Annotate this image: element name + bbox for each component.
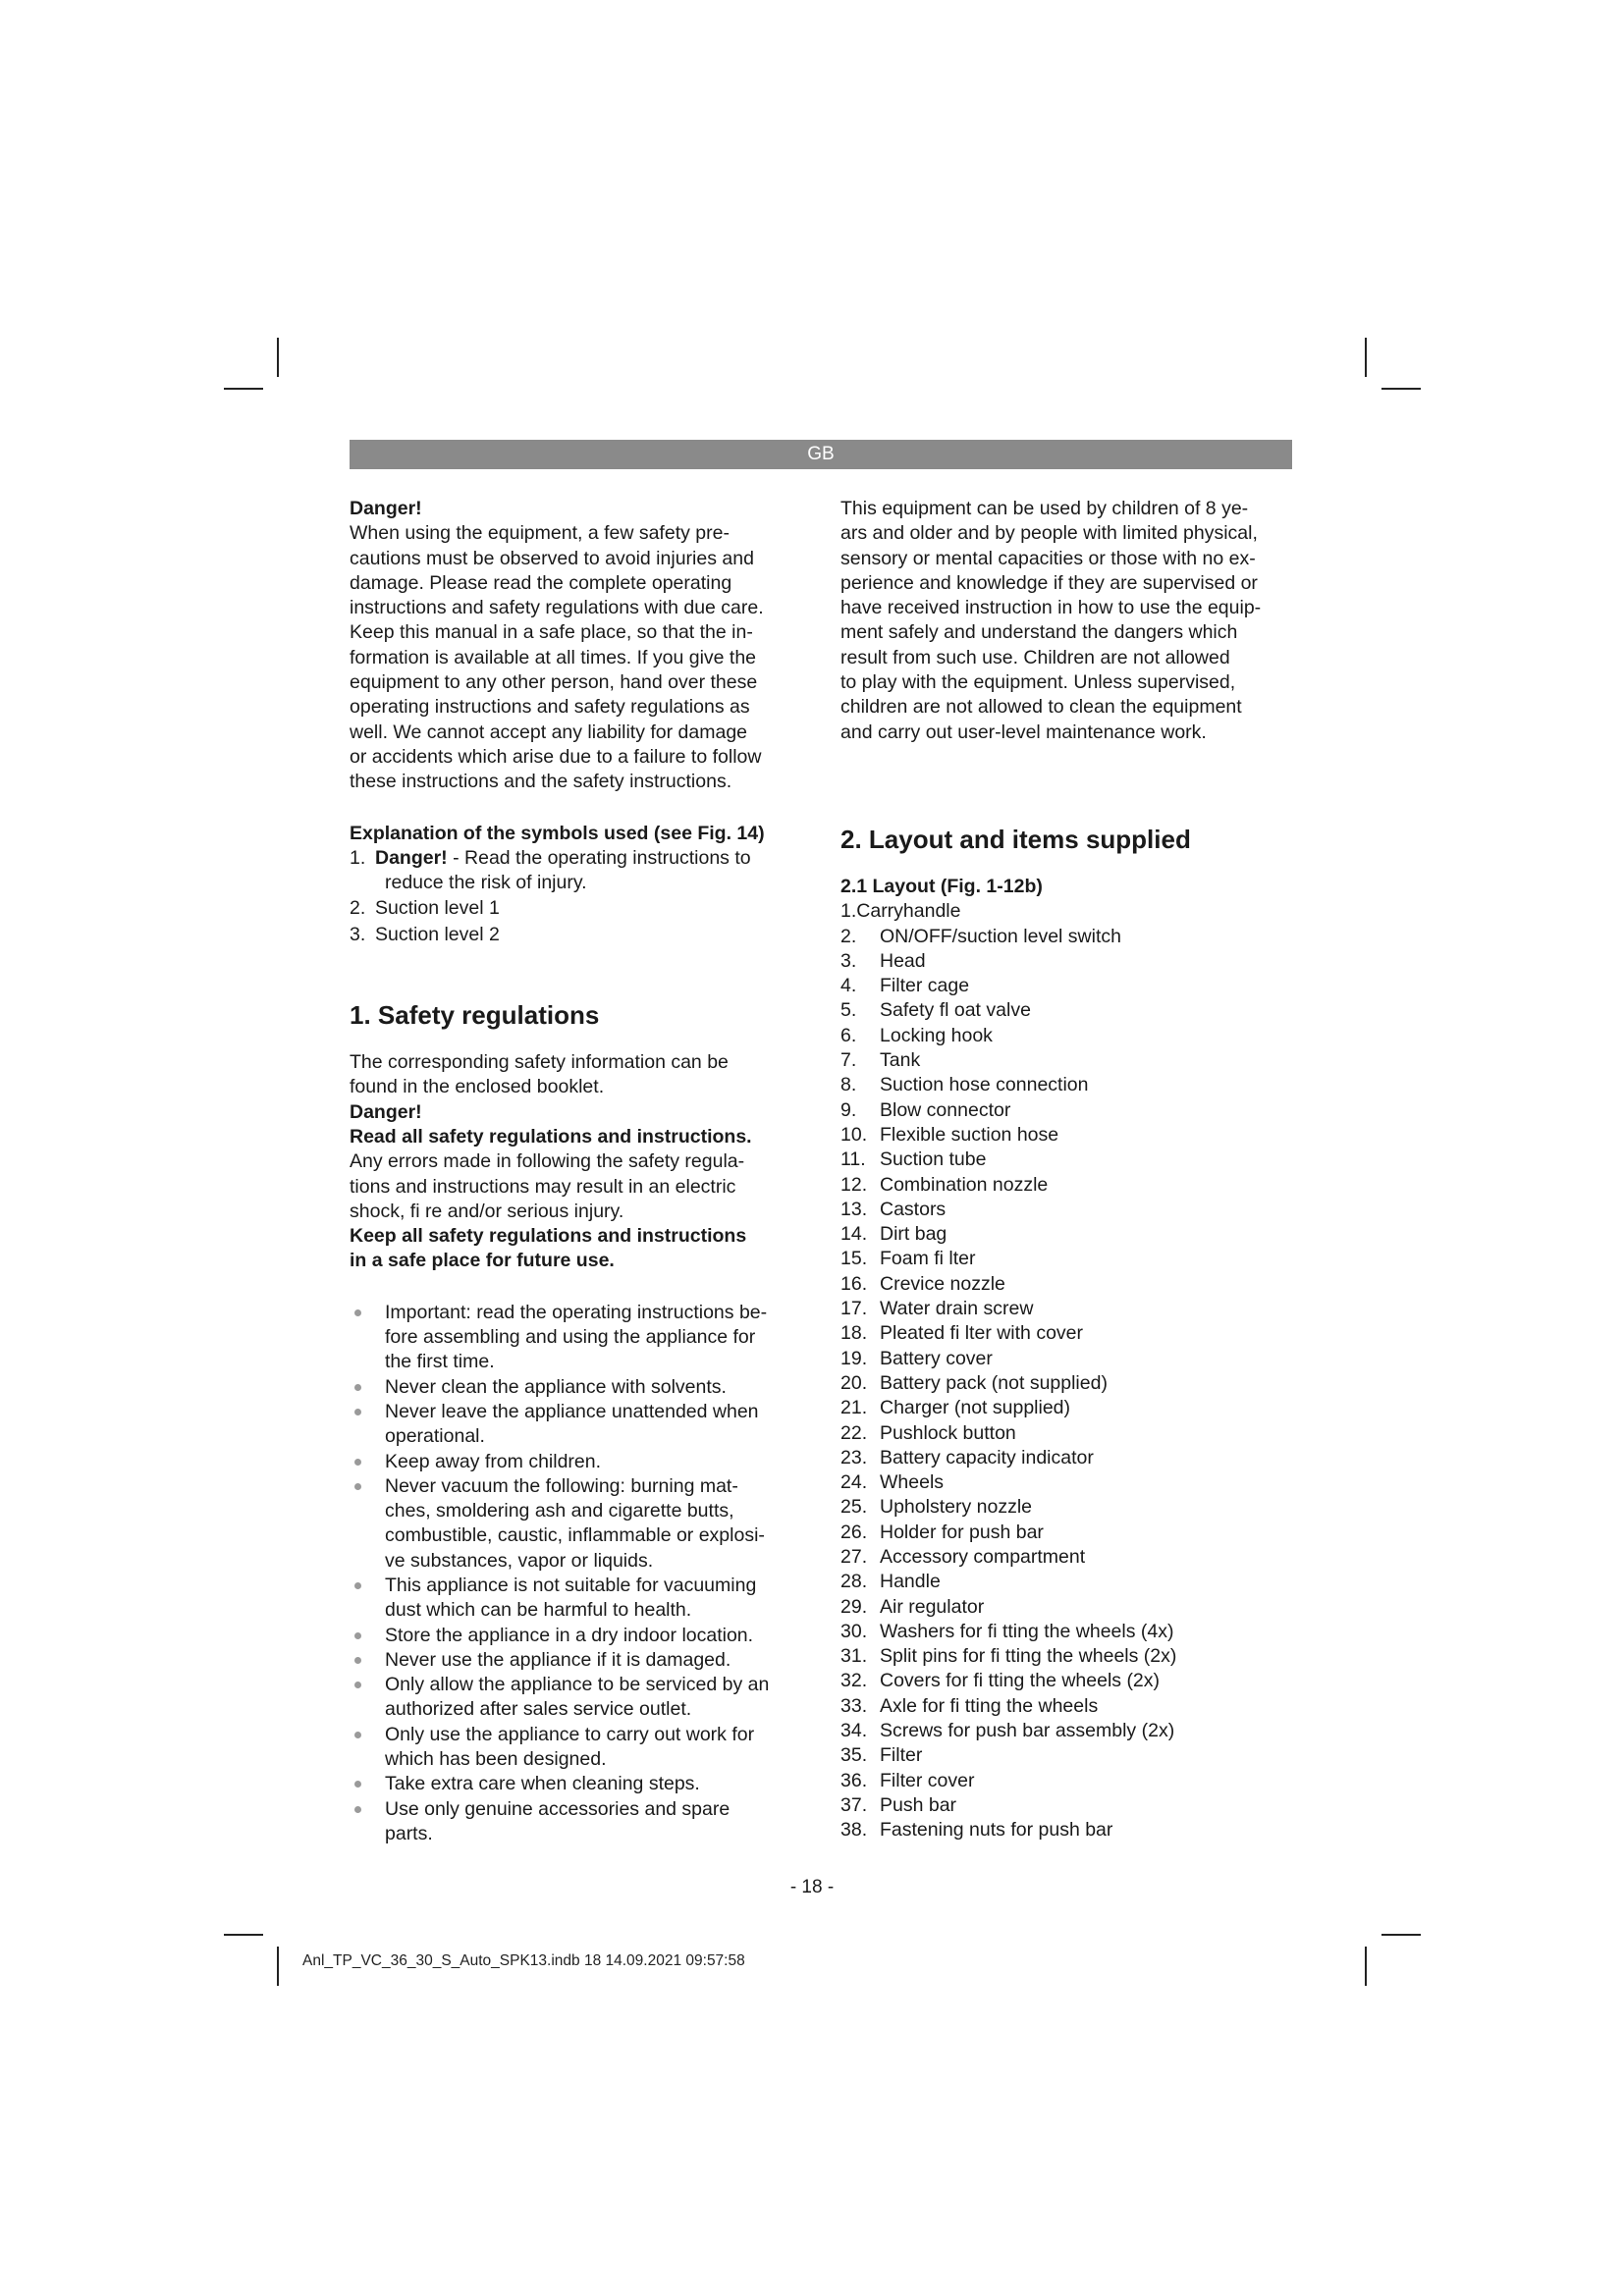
crop-mark xyxy=(224,388,263,390)
layout-item xyxy=(840,1545,1292,1570)
item-number: 13. xyxy=(840,1198,868,1220)
item-text: - Read the operating instructions to xyxy=(447,846,751,869)
item-text: Filter cover xyxy=(880,1769,975,1791)
item-text: Upholstery nozzle xyxy=(880,1496,1032,1519)
text-line: result from such use. Children are not allowed xyxy=(840,646,1230,668)
layout-item xyxy=(840,974,1292,998)
keep-instructions xyxy=(350,1224,803,1274)
danger-label: Danger! xyxy=(350,1100,422,1123)
item-number: 17. xyxy=(840,1298,868,1320)
item-number: 32. xyxy=(840,1670,868,1692)
crop-mark xyxy=(224,1934,263,1936)
bullet-dot-icon xyxy=(354,1384,361,1391)
layout-item xyxy=(840,1495,1292,1520)
text-line: cautions must be observed to avoid injuries and xyxy=(350,547,754,569)
bullet-item xyxy=(350,1673,803,1723)
crop-mark xyxy=(277,1947,279,1986)
layout-item xyxy=(840,1769,1292,1793)
layout-item xyxy=(840,1347,1292,1371)
item-text: Suction level 1 xyxy=(375,897,500,920)
item-number: 3. xyxy=(350,923,366,945)
item-number: 1. xyxy=(350,846,366,869)
item-number: 9. xyxy=(840,1098,857,1121)
text-line: tions and instructions may result in an electric xyxy=(350,1175,736,1198)
page-number: - 18 - xyxy=(789,1877,835,1897)
item-number: 20. xyxy=(840,1371,868,1394)
bullet-dot-icon xyxy=(354,1483,361,1490)
item-text: Screws for push bar assembly (2x) xyxy=(880,1720,1175,1742)
text-line: Never clean the appliance with solvents. xyxy=(385,1375,727,1398)
item-text: ON/OFF/suction level switch xyxy=(880,925,1121,947)
item-text: Suction tube xyxy=(880,1148,987,1171)
item-number: 22. xyxy=(840,1421,868,1444)
layout-item xyxy=(840,998,1292,1023)
text-line: combustible, caustic, inflammable or explosi- xyxy=(385,1524,765,1547)
layout-item xyxy=(840,1098,1292,1123)
text-line: and carry out user-level maintenance work. xyxy=(840,721,1207,743)
item-number: 10. xyxy=(840,1123,868,1146)
item-number: 11. xyxy=(840,1148,866,1171)
item-number: 31. xyxy=(840,1645,868,1668)
layout-item xyxy=(840,925,1292,949)
right-column xyxy=(840,497,1292,1843)
layout-item xyxy=(840,1595,1292,1620)
item-text: Suction level 2 xyxy=(375,923,500,945)
bullet-item xyxy=(350,1723,803,1773)
language-code: GB xyxy=(807,444,835,464)
crop-mark xyxy=(1381,1934,1421,1936)
item-text: Safety fl oat valve xyxy=(880,999,1031,1022)
text-line: Never vacuum the following: burning mat- xyxy=(385,1474,738,1497)
item-text: Head xyxy=(880,949,926,972)
item-number: 2. xyxy=(840,925,857,947)
layout-item xyxy=(840,1570,1292,1594)
item-number: 27. xyxy=(840,1545,868,1568)
item-text: Push bar xyxy=(880,1793,957,1816)
layout-item xyxy=(840,1743,1292,1768)
item-text: Crevice nozzle xyxy=(880,1272,1005,1295)
bullet-item xyxy=(350,1574,803,1624)
item-text: Water drain screw xyxy=(880,1298,1034,1320)
text-line: Never use the appliance if it is damaged. xyxy=(385,1648,731,1671)
read-all-heading: Read all safety regulations and instructions. xyxy=(350,1125,752,1148)
text-line: ches, smoldering ash and cigarette butts, xyxy=(385,1500,734,1522)
text-line: instructions and safety regulations with due care. xyxy=(350,597,764,619)
item-text: Split pins for fi tting the wheels (2x) xyxy=(880,1645,1177,1668)
text-line: Never leave the appliance unattended when xyxy=(385,1400,759,1422)
layout-item xyxy=(840,1297,1292,1321)
text-line: ve substances, vapor or liquids. xyxy=(385,1549,654,1572)
layout-item xyxy=(840,1793,1292,1818)
text-line: parts. xyxy=(385,1822,433,1844)
item-text: Handle xyxy=(880,1571,941,1593)
item-number: 28. xyxy=(840,1571,868,1593)
item-text: Charger (not supplied) xyxy=(880,1397,1071,1419)
text-line: Keep this manual in a safe place, so that the in- xyxy=(350,621,753,644)
bullet-item xyxy=(350,1400,803,1450)
item-number: 30. xyxy=(840,1620,868,1642)
layout-item xyxy=(840,949,1292,974)
item-text: Locking hook xyxy=(880,1024,993,1046)
item-number: 16. xyxy=(840,1272,868,1295)
text-line: ars and older and by people with limited physical, xyxy=(840,522,1258,545)
text-line: Keep all safety regulations and instructions xyxy=(350,1225,747,1248)
layout-item xyxy=(840,1024,1292,1048)
item-text: Flexible suction hose xyxy=(880,1123,1059,1146)
danger-paragraph xyxy=(350,521,803,794)
text-line: authorized after sales service outlet. xyxy=(385,1698,692,1721)
bullet-item xyxy=(350,1772,803,1796)
text-line: to play with the equipment. Unless supervised, xyxy=(840,671,1236,694)
item-text: Accessory compartment xyxy=(880,1545,1086,1568)
layout-item xyxy=(840,1173,1292,1198)
item-text: Filter xyxy=(880,1744,923,1767)
item-number: 23. xyxy=(840,1446,868,1468)
item-text: Suction hose connection xyxy=(880,1074,1089,1096)
bullet-item xyxy=(350,1474,803,1574)
item-number: 8. xyxy=(840,1074,857,1096)
bullet-dot-icon xyxy=(354,1682,361,1688)
footer-file-info: Anl_TP_VC_36_30_S_Auto_SPK13.indb 18 14.09.2021 09:57:58 xyxy=(302,1952,745,1969)
text-line: operating instructions and safety regulations as xyxy=(350,696,750,719)
layout-subheading: 2.1 Layout (Fig. 1-12b) xyxy=(840,875,1043,897)
text-line: which has been designed. xyxy=(385,1748,607,1771)
bullet-item xyxy=(350,1450,803,1474)
bullet-dot-icon xyxy=(354,1732,361,1738)
text-line: Any errors made in following the safety regula- xyxy=(350,1150,745,1173)
layout-item xyxy=(840,1222,1292,1247)
item-text: Washers for fi tting the wheels (4x) xyxy=(880,1620,1174,1642)
layout-item xyxy=(840,1123,1292,1148)
layout-item xyxy=(840,1198,1292,1222)
text-line: Use only genuine accessories and spare xyxy=(385,1797,731,1820)
text-line: operational. xyxy=(385,1425,485,1448)
item-text: Dirt bag xyxy=(880,1223,947,1246)
item-text: Foam fi lter xyxy=(880,1248,976,1270)
layout-item xyxy=(840,1521,1292,1545)
symbols-title: Explanation of the symbols used (see Fig. 14) xyxy=(350,822,765,844)
crop-mark xyxy=(277,338,279,377)
item-number: 34. xyxy=(840,1720,868,1742)
text-line: sensory or mental capacities or those with no ex- xyxy=(840,547,1256,569)
text-line: Important: read the operating instructions be- xyxy=(385,1301,768,1323)
layout-item xyxy=(840,1048,1292,1073)
text-line: When using the equipment, a few safety pre- xyxy=(350,522,730,545)
text-line: This appliance is not suitable for vacuuming xyxy=(385,1574,757,1596)
layout-item xyxy=(840,1818,1292,1842)
item-number: 4. xyxy=(840,975,857,997)
bullet-dot-icon xyxy=(354,1632,361,1639)
text-line: Only allow the appliance to be serviced by an xyxy=(385,1674,770,1696)
layout-item xyxy=(840,1669,1292,1693)
bullet-dot-icon xyxy=(354,1409,361,1415)
bullet-dot-icon xyxy=(354,1459,361,1466)
bullet-dot-icon xyxy=(354,1309,361,1316)
layout-item xyxy=(840,1719,1292,1743)
item-text: Tank xyxy=(880,1049,921,1072)
layout-item xyxy=(840,1446,1292,1470)
layout-item xyxy=(840,1371,1292,1396)
item-text: Blow connector xyxy=(880,1098,1011,1121)
text-line: children are not allowed to clean the equipment xyxy=(840,696,1242,719)
list-item xyxy=(350,923,803,947)
layout-item xyxy=(840,1272,1292,1297)
item-number: 14. xyxy=(840,1223,868,1246)
text-line: Only use the appliance to carry out work for xyxy=(385,1723,755,1745)
item-number: 15. xyxy=(840,1248,868,1270)
layout-item xyxy=(840,1620,1292,1644)
item-number: 26. xyxy=(840,1521,868,1543)
item-text: Castors xyxy=(880,1198,947,1220)
item-number: 7. xyxy=(840,1049,857,1072)
text-line: these instructions and the safety instructions. xyxy=(350,771,732,793)
text-line: Store the appliance in a dry indoor location. xyxy=(385,1624,754,1646)
item-number: 35. xyxy=(840,1744,868,1767)
text-line: perience and knowledge if they are supervised or xyxy=(840,571,1258,594)
text-line: or accidents which arise due to a failure to follow xyxy=(350,745,762,768)
item-text: Axle for fi tting the wheels xyxy=(880,1694,1099,1717)
text-line: the first time. xyxy=(385,1351,495,1373)
item-number: 33. xyxy=(840,1694,868,1717)
bullet-item xyxy=(350,1301,803,1375)
text-line: Take extra care when cleaning steps. xyxy=(385,1773,700,1795)
item-number: 37. xyxy=(840,1793,868,1816)
text-line: equipment to any other person, hand over these xyxy=(350,671,758,694)
item-number: 29. xyxy=(840,1595,868,1618)
text-line: damage. Please read the complete operating xyxy=(350,571,732,594)
item-number: 25. xyxy=(840,1496,868,1519)
item-number: 38. xyxy=(840,1819,868,1842)
layout-item xyxy=(840,1073,1292,1097)
layout-items-list xyxy=(840,899,1292,1842)
bullet-item xyxy=(350,1797,803,1847)
item-number: 2. xyxy=(350,897,366,920)
item-text: Battery capacity indicator xyxy=(880,1446,1094,1468)
item-number: 21. xyxy=(840,1397,868,1419)
item-text: 1.Carryhandle xyxy=(840,900,961,923)
item-text: Fastening nuts for push bar xyxy=(880,1819,1113,1842)
layout-heading: 2. Layout and items supplied xyxy=(840,824,1191,854)
safety-bullet-list xyxy=(350,1301,803,1847)
text-line: dust which can be harmful to health. xyxy=(385,1599,692,1622)
crop-mark xyxy=(1365,1947,1367,1986)
text-line: found in the enclosed booklet. xyxy=(350,1076,605,1098)
item-text: Pushlock button xyxy=(880,1421,1016,1444)
text-line: have received instruction in how to use the equip- xyxy=(840,597,1262,619)
bullet-dot-icon xyxy=(354,1582,361,1589)
bullet-dot-icon xyxy=(354,1781,361,1788)
text-line: ment safely and understand the dangers which xyxy=(840,621,1238,644)
item-number: 6. xyxy=(840,1024,857,1046)
danger-title: Danger! xyxy=(350,498,422,519)
item-text: Filter cage xyxy=(880,975,970,997)
bullet-item xyxy=(350,1648,803,1673)
layout-item xyxy=(840,1421,1292,1446)
errors-paragraph xyxy=(350,1149,803,1224)
layout-item xyxy=(840,899,1292,924)
item-number: 24. xyxy=(840,1471,868,1494)
layout-item xyxy=(840,1247,1292,1271)
safety-intro xyxy=(350,1050,803,1100)
item-text: Battery cover xyxy=(880,1347,993,1369)
bullet-dot-icon xyxy=(354,1657,361,1664)
item-text: Holder for push bar xyxy=(880,1521,1044,1543)
crop-mark xyxy=(1381,388,1421,390)
item-number: 12. xyxy=(840,1173,868,1196)
safety-heading: 1. Safety regulations xyxy=(350,1000,600,1031)
item-bold: Danger! xyxy=(375,846,448,869)
item-text: Covers for fi tting the wheels (2x) xyxy=(880,1670,1161,1692)
layout-item xyxy=(840,1694,1292,1719)
item-number: 18. xyxy=(840,1322,868,1345)
left-column xyxy=(350,497,803,1846)
item-text: Battery pack (not supplied) xyxy=(880,1371,1108,1394)
layout-item xyxy=(840,1321,1292,1346)
layout-item xyxy=(840,1470,1292,1495)
list-item xyxy=(350,846,803,896)
layout-item xyxy=(840,1148,1292,1172)
item-text: Combination nozzle xyxy=(880,1173,1049,1196)
item-number: 3. xyxy=(840,949,857,972)
item-number: 36. xyxy=(840,1769,868,1791)
layout-item xyxy=(840,1396,1292,1420)
text-line: This equipment can be used by children of 8 ye- xyxy=(840,498,1249,519)
text-line: The corresponding safety information can be xyxy=(350,1051,729,1074)
item-text: Wheels xyxy=(880,1471,945,1494)
crop-mark xyxy=(1365,338,1367,377)
symbols-list xyxy=(350,846,803,947)
bullet-item xyxy=(350,1375,803,1400)
text-line: shock, fi re and/or serious injury. xyxy=(350,1200,624,1222)
language-header-bar xyxy=(350,440,1292,469)
item-number: 19. xyxy=(840,1347,868,1369)
item-continuation: reduce the risk of injury. xyxy=(385,872,587,894)
bullet-dot-icon xyxy=(354,1806,361,1813)
list-item xyxy=(350,896,803,921)
layout-item xyxy=(840,1644,1292,1669)
text-line: fore assembling and using the appliance for xyxy=(385,1326,756,1349)
item-text: Pleated fi lter with cover xyxy=(880,1322,1084,1345)
text-line: formation is available at all times. If you give the xyxy=(350,646,757,668)
text-line: well. We cannot accept any liability for damage xyxy=(350,721,748,743)
children-paragraph xyxy=(840,497,1292,745)
item-number: 5. xyxy=(840,999,857,1022)
item-text: Air regulator xyxy=(880,1595,985,1618)
text-line: Keep away from children. xyxy=(385,1450,602,1472)
text-line: in a safe place for future use. xyxy=(350,1250,615,1272)
bullet-item xyxy=(350,1624,803,1648)
